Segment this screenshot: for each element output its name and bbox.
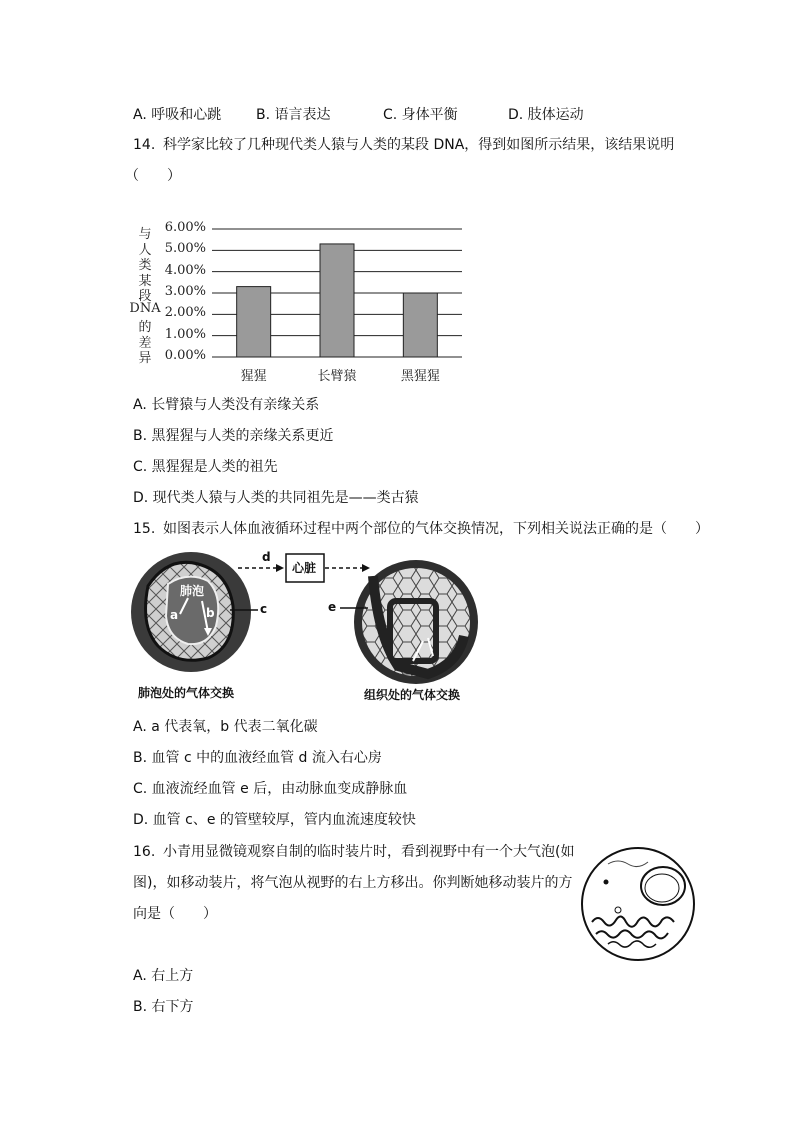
q14-option-d: D. 现代类人猿与人类的共同祖先是——类古猿 (133, 490, 419, 506)
q14-option-b: B. 黑猩猩与人类的亲缘关系更近 (133, 428, 334, 444)
chart-y-label-char: 的 (138, 320, 152, 335)
chart-category-label: 长臂猿 (317, 369, 357, 384)
q13-option-a: A. 呼吸和心跳 (133, 107, 222, 123)
chart-y-tick-label: 0.00% (164, 348, 206, 363)
q15-number: 15. (133, 521, 156, 537)
q15-option-d: D. 血管 c、e 的管壁较厚，管内血流速度较快 (133, 812, 416, 828)
right-caption: 组织处的气体交换 (364, 688, 461, 702)
q16-number: 16. (133, 844, 156, 860)
chart-y-tick-label: 4.00% (164, 262, 206, 278)
chart-y-label-char: 段 (138, 289, 152, 304)
chart-plot-area (130, 215, 470, 390)
q16-stem-line-3: 向是（ ） (133, 906, 217, 922)
chart-y-tick-label: 5.00% (164, 241, 206, 257)
chart-y-label-char: 异 (138, 351, 152, 366)
label-b: b (206, 606, 215, 620)
chart-y-tick-label: 6.00% (164, 220, 206, 235)
q16-option-a: A. 右上方 (133, 968, 194, 984)
chart-y-tick-label: 2.00% (164, 305, 206, 321)
label-alveolus: 肺泡 (180, 584, 205, 598)
chart-y-label-char: DNA (129, 300, 161, 316)
q13-option-d: D. 肢体运动 (508, 107, 584, 123)
chart-y-label-char: 某 (138, 273, 152, 289)
q16-stem-line-1: 小青用显微镜观察自制的临时装片时，看到视野中有一个大气泡(如 (163, 844, 575, 860)
q14-option-c: C. 黑猩猩是人类的祖先 (133, 459, 278, 475)
gas-exchange-diagram (128, 546, 488, 706)
dna-bar-chart (130, 215, 470, 390)
q13-option-c: C. 身体平衡 (383, 107, 458, 123)
q14-stem: 科学家比较了几种现代类人猿与人类的某段 DNA，得到如图所示结果，该结果说明 (163, 137, 675, 153)
q14-paren: （ ） (125, 168, 181, 184)
microscope-field-illustration (578, 844, 698, 964)
chart-bar-0 (237, 287, 271, 357)
left-caption: 肺泡处的气体交换 (138, 686, 235, 700)
chart-bar-1 (320, 244, 354, 357)
chart-y-tick-label: 1.00% (164, 326, 206, 342)
chart-y-label-char: 类 (138, 258, 152, 273)
q15-stem: 如图表示人体血液循环过程中两个部位的气体交换情况，下列相关说法正确的是（ ） (163, 521, 709, 537)
label-c: c (260, 602, 268, 616)
label-e: e (328, 600, 337, 614)
chart-y-label-char: 人 (138, 242, 152, 258)
label-heart: 心脏 (292, 561, 317, 575)
label-d: d (262, 550, 271, 564)
q15-option-a: A. a 代表氧，b 代表二氧化碳 (133, 719, 318, 735)
q13-options (133, 104, 733, 124)
chart-category-label: 黑猩猩 (400, 369, 440, 384)
chart-y-tick-label: 3.00% (164, 284, 206, 299)
q14-number: 14. (133, 137, 156, 153)
label-a: a (170, 608, 179, 622)
chart-y-label-char: 与 (138, 227, 152, 242)
q15-option-c: C. 血液流经血管 e 后，由动脉血变成静脉血 (133, 781, 408, 797)
q16-stem-line-2: 图)，如移动装片，将气泡从视野的右上方移出。你判断她移动装片的方 (133, 875, 573, 891)
q15-option-b: B. 血管 c 中的血液经血管 d 流入右心房 (133, 750, 382, 766)
q14-option-a: A. 长臂猿与人类没有亲缘关系 (133, 397, 320, 413)
chart-y-label-char: 差 (138, 335, 152, 351)
q13-option-b: B. 语言表达 (256, 107, 331, 123)
q16-option-b: B. 右下方 (133, 999, 194, 1015)
chart-category-label: 猩猩 (240, 369, 267, 384)
chart-bar-2 (403, 293, 437, 357)
